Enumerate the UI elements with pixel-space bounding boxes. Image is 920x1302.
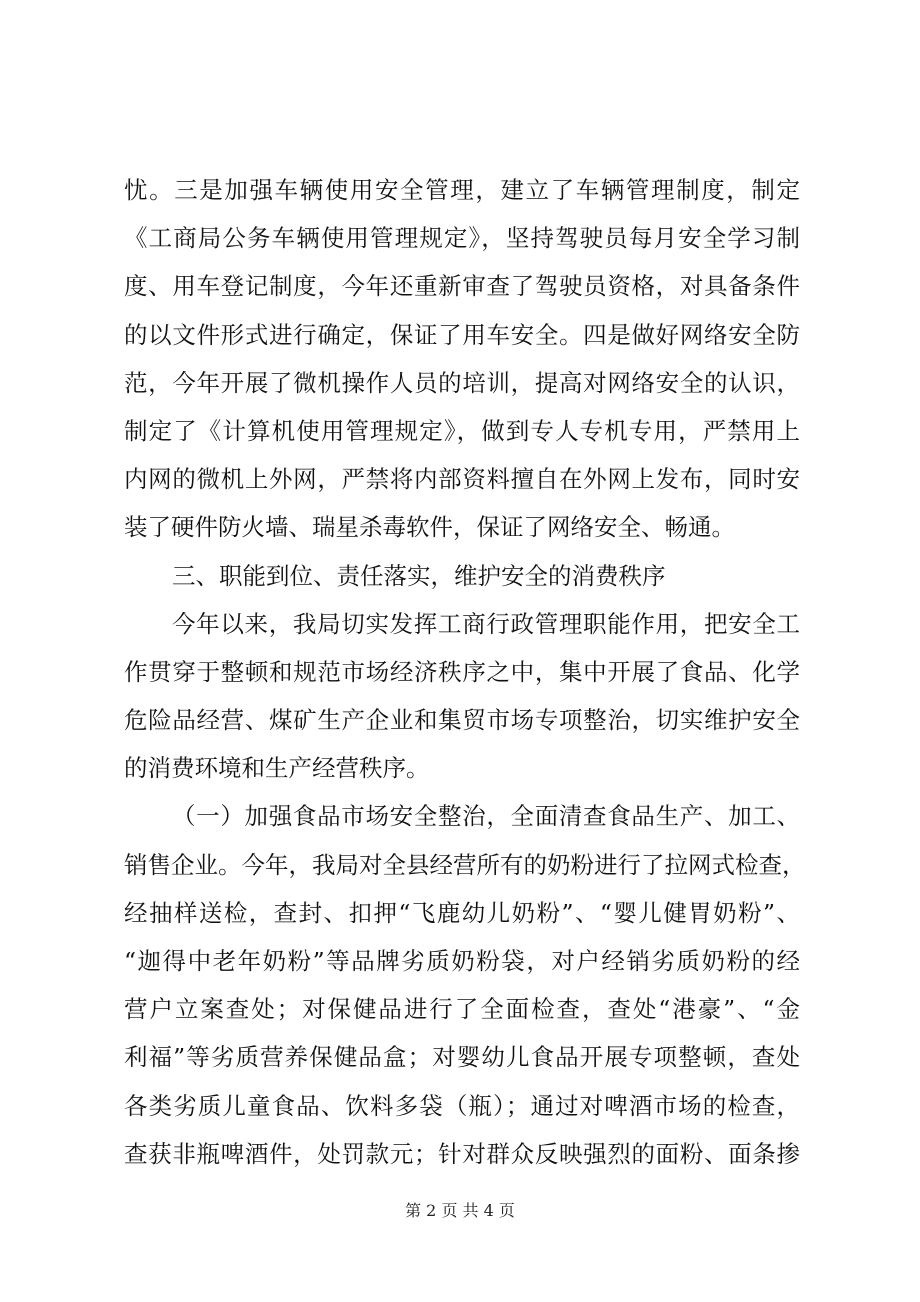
text-line: 作贯穿于整顿和规范市场经济秩序之中，集中开展了食品、化学 [124, 657, 800, 686]
text-line: 忧。三是加强车辆使用安全管理，建立了车辆管理制度，制定 [124, 176, 800, 204]
text-line-paragraph-start: 今年以来，我局切实发挥工商行政管理职能作用，把安全工 [172, 609, 800, 638]
text-line: 度、用车登记制度，今年还重新审查了驾驶员资格，对具备条件 [124, 272, 800, 301]
text-line: 危险品经营、煤矿生产企业和集贸市场专项整治，切实维护安全 [124, 706, 800, 735]
text-line: 营户立案查处；对保健品进行了全面检查，查处“港豪”、“金 [124, 995, 800, 1024]
text-line: 范，今年开展了微机操作人员的培训，提高对网络安全的认识， [124, 368, 800, 397]
document-body [124, 166, 806, 1178]
text-line: 内网的微机上外网，严禁将内部资料擅自在外网上发布，同时安 [124, 465, 800, 494]
text-line-paragraph-end: 的消费环境和生产经营秩序。 [124, 754, 430, 783]
text-line: 的以文件形式进行确定，保证了用车安全。四是做好网络安全防 [124, 320, 800, 349]
section-heading: 三、职能到位、责任落实，维护安全的消费秩序 [172, 561, 666, 590]
text-line-paragraph-start: （一）加强食品市场安全整治，全面清查食品生产、加工、 [172, 802, 800, 831]
text-line: 利福”等劣质营养保健品盒；对婴幼儿食品开展专项整顿，查处 [124, 1043, 800, 1072]
text-line: 制定了《计算机使用管理规定》，做到专人专机专用，严禁用上 [124, 416, 800, 445]
text-line: 销售企业。今年，我局对全县经营所有的奶粉进行了拉网式检查， [124, 850, 806, 879]
page-number-footer: 第 2 页 共 4 页 [405, 1201, 515, 1220]
text-line-paragraph-end: 装了硬件防火墙、瑞星杀毒软件，保证了网络安全、畅通。 [124, 513, 735, 542]
text-line: “迦得中老年奶粉”等品牌劣质奶粉袋，对户经销劣质奶粉的经 [124, 947, 800, 975]
text-line: 查获非瓶啤酒件，处罚款元；针对群众反映强烈的面粉、面条掺 [124, 1139, 800, 1168]
text-line: 各类劣质儿童食品、饮料多袋（瓶）；通过对啤酒市场的检查， [124, 1091, 800, 1120]
text-line: 《工商局公务车辆使用管理规定》，坚持驾驶员每月安全学习制 [124, 224, 800, 253]
text-line: 经抽样送检，查封、扣押“飞鹿幼儿奶粉”、“婴儿健胃奶粉”、 [124, 898, 800, 927]
